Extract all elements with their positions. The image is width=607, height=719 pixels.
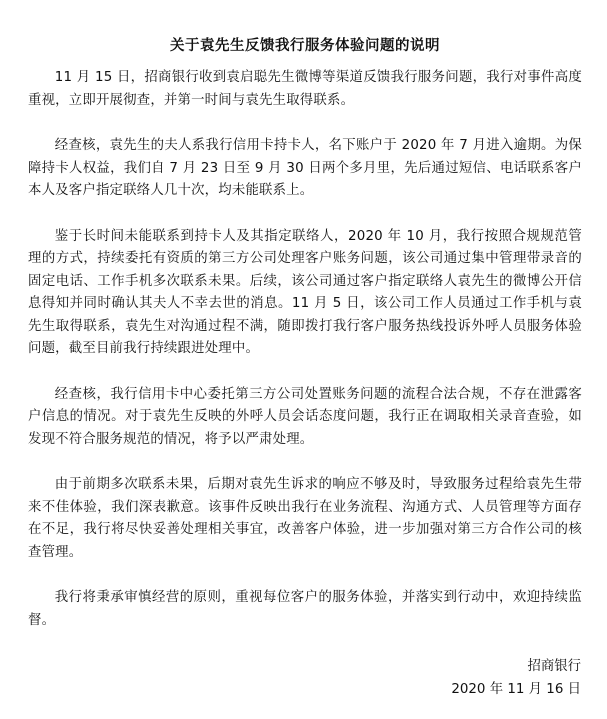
document-title: 关于袁先生反馈我行服务体验问题的说明 [170,38,440,54]
paragraph-compliance: 经查核，我行信用卡中心委托第三方公司处置账务问题的流程合法合规，不存在泄露客户信息的情况。对于袁先生反映的外呼人员会话态度问题，我行正在调取相关录音查验，如发现不符合服务规范的情况，将予以严肃处理。 [28,386,582,447]
paragraph-incident: 11 月 15 日，招商银行收到袁启聪先生微博等渠道反馈我行服务问题，我行对事件高度重视，立即开展彻查，并第一时间与袁先生取得联系。 [28,70,582,108]
signature-block [451,655,581,701]
paragraph-investigation: 经查核，袁先生的夫人系我行信用卡持卡人，名下账户于 2020 年 7 月进入逾期。为保障持卡人权益，我们自 7 月 23 日至 9 月 30 日两个多月里，先后通过短信、电话联系客户本人及客户指定联络人几十次，均未能联系上。 [28,138,582,198]
paragraph-apology: 由于前期多次联系未果，后期对袁先生诉求的响应不够及时，导致服务过程给袁先生带来不佳体验，我们深表歉意。该事件反映出我行在业务流程、沟通方式、人员管理等方面存在不足，我行将尽快妥善处理相关事宜，改善客户体验，进一步加强对第三方合作公司的核查管理。 [28,477,582,560]
signature-date: 2020 年 11 月 16 日 [451,682,581,697]
paragraph-commitment: 我行将秉承审慎经营的原则，重视每位客户的服务体验，并落实到行动中，欢迎持续监督。 [28,590,582,628]
paragraph-third-party: 鉴于长时间未能联系到持卡人及其指定联络人，2020 年 10 月，我行按照合规规范管理的方式，持续委托有资质的第三方公司处理客户账务问题，该公司通过集中管理带录音的固定电话、工作手机多次联系未果。后续，该公司通过客户指定联络人袁先生的微博公开信息得知并同时确认其夫人不幸去世的消息。11 月 5 日，该公司工作人员通过工作手机与袁先生取得联系，袁先生对沟通过程不满，随即拨打我行客户服务热线投诉外呼人员服务体验问题，截至目前我行持续跟进处理中。 [28,228,582,356]
signature-organization: 招商银行 [527,659,581,674]
